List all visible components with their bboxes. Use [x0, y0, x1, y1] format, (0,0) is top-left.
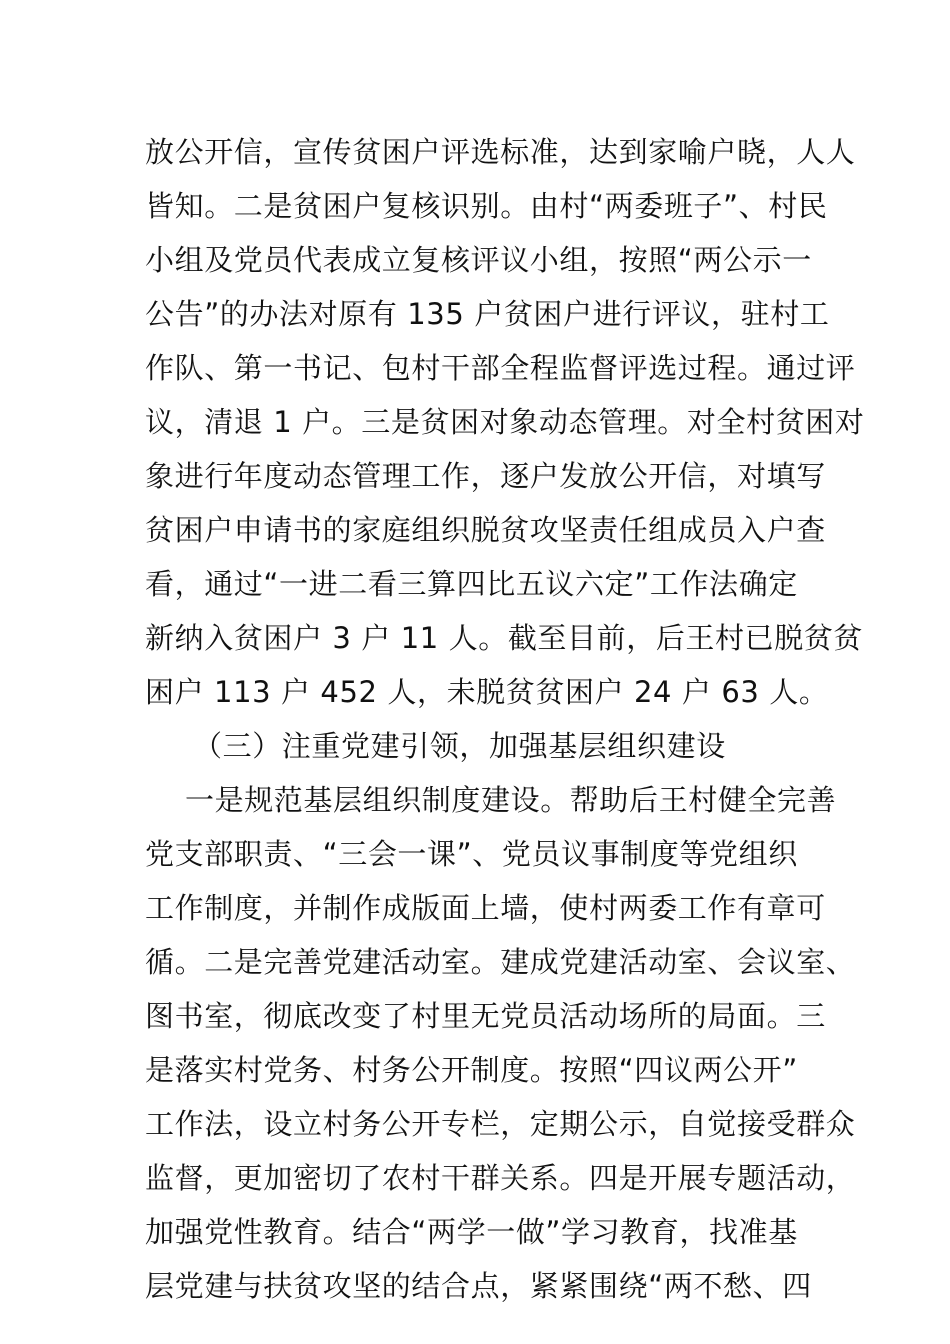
text-line-6: 议，清退 1 户。三是贫困对象动态管理。对全村贫困对 [145, 405, 865, 439]
text-line-1: 放公开信，宣传贫困户评选标准，达到家喻户晓，人人 [145, 135, 856, 169]
text-line-16: 循。二是完善党建活动室。建成党建活动室、会议室、 [145, 945, 856, 979]
text-line-2: 皆知。二是贫困户复核识别。由村“两委班子”、村民 [145, 189, 828, 223]
text-line-22: 层党建与扶贫攻坚的结合点，紧紧围绕“两不愁、四 [145, 1269, 812, 1303]
text-line-19: 工作法，设立村务公开专栏，定期公示，自觉接受群众 [145, 1107, 856, 1141]
text-line-15: 工作制度，并制作成版面上墙，使村两委工作有章可 [145, 891, 826, 925]
text-line-11: 困户 113 户 452 人，未脱贫贫困户 24 户 63 人。 [145, 675, 829, 709]
text-line-9: 看，通过“一进二看三算四比五议六定”工作法确定 [145, 567, 798, 601]
document-body [145, 125, 865, 1313]
text-line-7: 象进行年度动态管理工作，逐户发放公开信，对填写 [145, 459, 826, 493]
text-line-17: 图书室，彻底改变了村里无党员活动场所的局面。三 [145, 999, 826, 1033]
text-line-20: 监督，更加密切了农村干群关系。四是开展专题活动， [145, 1161, 856, 1195]
text-line-13: 一是规范基层组织制度建设。帮助后王村健全完善 [185, 783, 837, 817]
text-line-5: 作队、第一书记、包村干部全程监督评选过程。通过评 [145, 351, 856, 385]
text-line-8: 贫困户申请书的家庭组织脱贫攻坚责任组成员入户查 [145, 513, 826, 547]
section-heading: （三）注重党建引领，加强基层组织建设 [193, 729, 726, 763]
text-line-21: 加强党性教育。结合“两学一做”学习教育，找准基 [145, 1215, 798, 1249]
text-line-14: 党支部职责、“三会一课”、党员议事制度等党组织 [145, 837, 798, 871]
text-line-18: 是落实村党务、村务公开制度。按照“四议两公开” [145, 1053, 798, 1087]
text-line-4: 公告”的办法对原有 135 户贫困户进行评议，驻村工 [145, 297, 830, 331]
text-line-3: 小组及党员代表成立复核评议小组，按照“两公示一 [145, 243, 812, 277]
text-line-10: 新纳入贫困户 3 户 11 人。截至目前，后王村已脱贫贫 [145, 621, 864, 655]
